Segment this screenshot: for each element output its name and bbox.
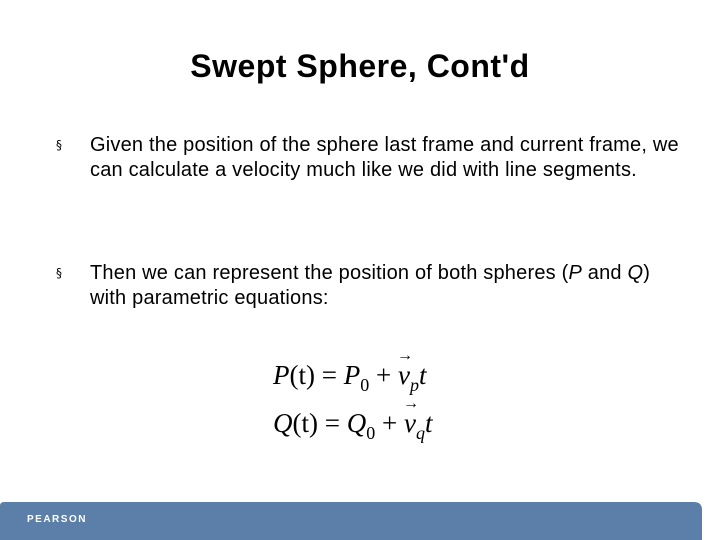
variable-p: P [568, 262, 583, 284]
eq-arg: (t) [292, 408, 318, 438]
eq-equals: = [317, 408, 347, 438]
bullet-text [90, 261, 680, 311]
footer-bar-shape [0, 500, 720, 540]
eq-equals: = [314, 360, 344, 390]
eq-lhs: P [273, 360, 290, 390]
bullet-marker: § [56, 266, 62, 280]
bullet-text-part: ) with parametric equations: [90, 262, 651, 309]
eq-vector [396, 347, 413, 395]
eq-arg: (t) [289, 360, 315, 390]
bullet-text-part: Then we can represent the position of both spheres ( [90, 262, 569, 284]
bullet-text-part: and [582, 262, 628, 284]
eq-lhs: Q [273, 408, 293, 438]
eq-t: t [424, 408, 433, 438]
equation-q [273, 395, 433, 443]
slide-title: Swept Sphere, Cont'd [190, 48, 530, 84]
eq-plus: + [369, 360, 398, 390]
eq-base-sub: 0 [366, 423, 376, 443]
bullet-text: Given the position of the sphere last frame and current frame, we can calculate a velocity much like we did with line segments. [90, 134, 679, 181]
vector-arrow-icon: → [396, 347, 413, 364]
bullet-marker: § [56, 138, 62, 152]
eq-plus: + [375, 408, 404, 438]
eq-vector [402, 395, 419, 443]
eq-t: t [418, 360, 427, 390]
variable-q: Q [627, 262, 644, 284]
equation-p [273, 347, 427, 395]
eq-vector-letter: v [397, 360, 410, 390]
eq-base-sub: 0 [360, 375, 370, 395]
eq-base: P [343, 360, 361, 390]
eq-base: Q [346, 408, 367, 438]
pearson-logo: PEARSON [27, 514, 87, 525]
eq-vector-sub: p [409, 375, 419, 395]
eq-vector-sub: q [415, 423, 425, 443]
vector-arrow-icon: → [402, 395, 419, 412]
eq-vector-letter: v [403, 408, 416, 438]
footer-bar [0, 500, 720, 540]
